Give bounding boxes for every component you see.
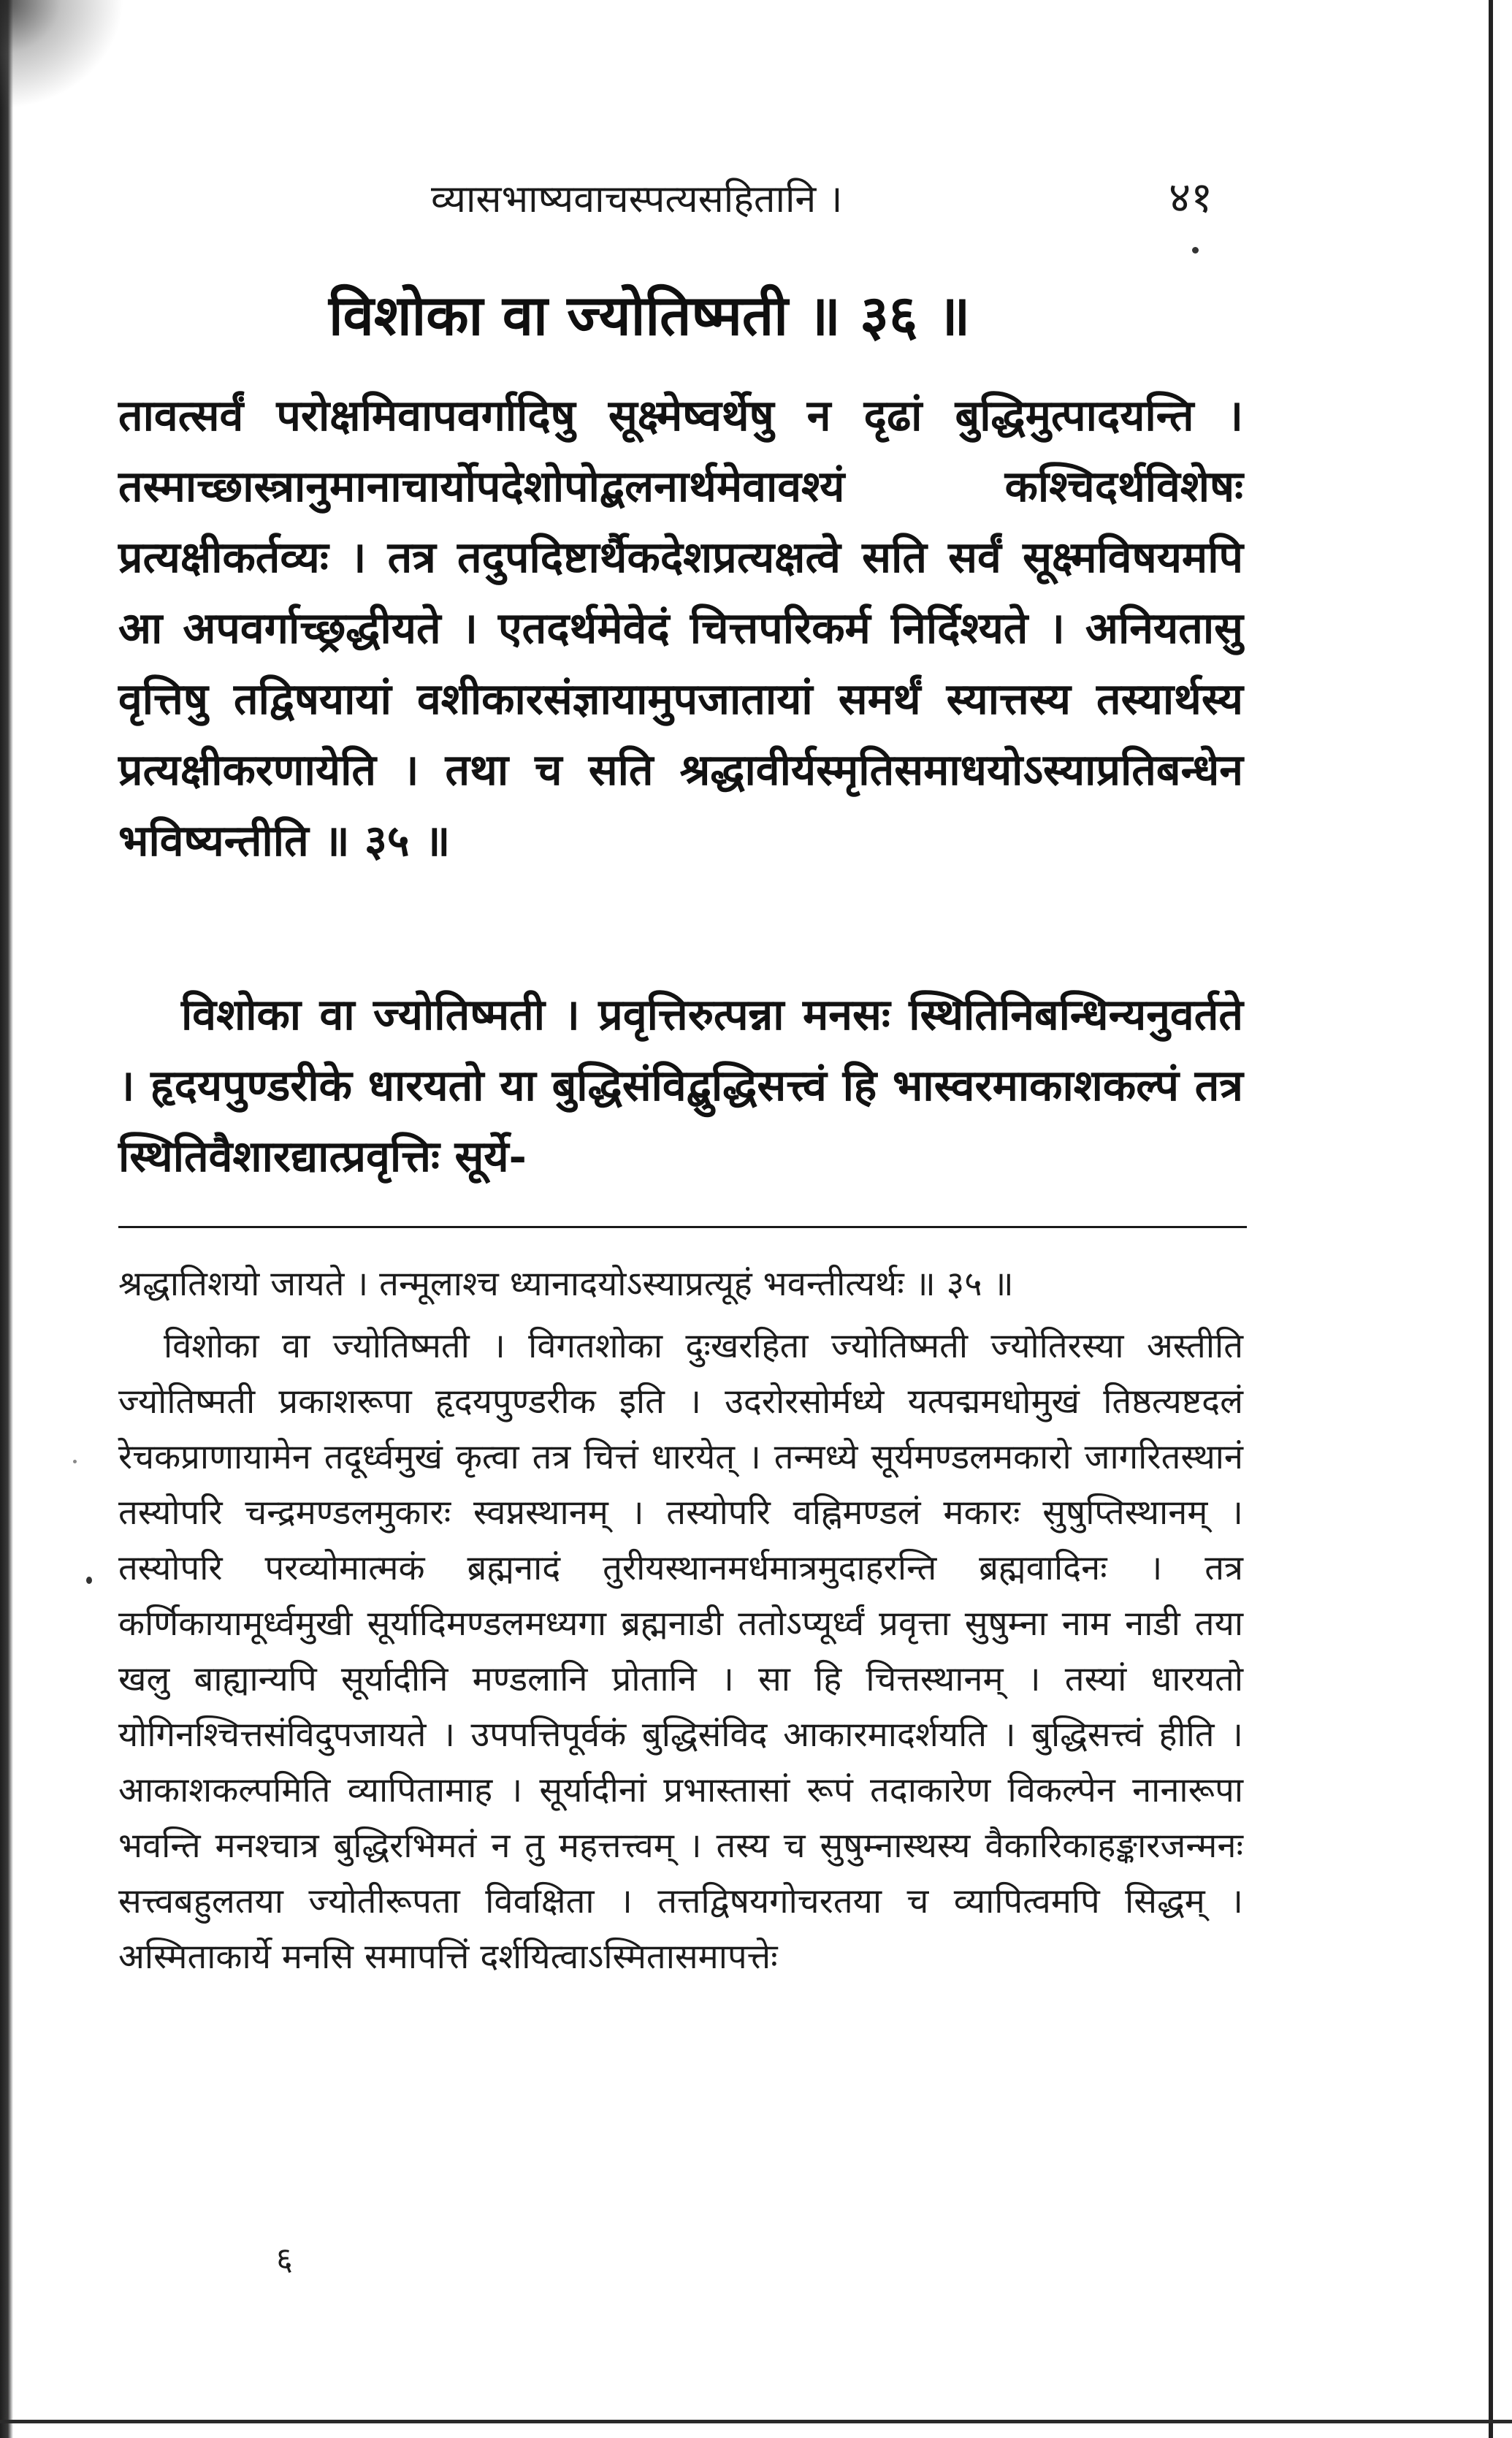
running-head: व्यासभाष्यवाचस्पत्यसहितानि । — [431, 178, 843, 221]
scan-right-border — [1489, 0, 1493, 2438]
commentary-paragraph-continued: श्रद्धातिशयो जायते । तन्मूलाश्च ध्यानादयोऽस्याप्रत्यूहं भवन्तीत्यर्थः ॥ ३५ ॥ — [118, 1264, 1014, 1304]
bhashya-paragraph-continued: तावत्सर्वं परोक्षमिवापवर्गादिषु सूक्ष्मेष्वर्थेषु न दृढां बुद्धिमुत्पादयन्ति । तस्माच्छास्त्रानुमानाचार्योपदेशोपोद्बलनार्थमेवावश्यं कश्चिदर्थविशेषः प्रत्यक्षीकर्तव्यः । तत्र तदुपदिष्टार्थैकदेशप्रत्यक्षत्वे सति सर्वं सूक्ष्मविषयमपि आ अपवर्गाच्छ्रद्धीयते । एतदर्थमेवेदं चित्तपरिकर्म निर्दिश्यते । अनियतासु वृत्तिषु तद्विषयायां वशीकारसंज्ञायामुपजातायां समर्थं स्यात्तस्य तस्यार्थस्य प्रत्यक्षीकरणायेति । तथा च सति श्रद्धावीर्यस्मृतिसमाधयोऽस्याप्रतिबन्धेन भविष्यन्तीति ॥ ३५ ॥ — [118, 390, 1243, 866]
scan-bottom-border — [0, 2420, 1512, 2423]
scan-speck — [73, 1460, 77, 1463]
commentary-paragraph-sutra-36: विशोका वा ज्योतिष्मती । विगतशोका दुःखरहिता ज्योतिष्मती ज्योतिरस्या अस्तीति ज्योतिष्मती प्रकाशरूपा हृदयपुण्डरीक इति । उदरोरसोर्मध्ये यत्पद्ममधोमुखं तिष्ठत्यष्टदलं रेचकप्राणायामेन तदूर्ध्वमुखं कृत्वा तत्र चित्तं धारयेत् । तन्मध्ये सूर्यमण्डलमकारो जागरितस्थानं तस्योपरि चन्द्रमण्डलमुकारः स्वप्नस्थानम् । तस्योपरि वह्निमण्डलं मकारः सुषुप्तिस्थानम् । तस्योपरि परव्योमात्मकं ब्रह्मनादं तुरीयस्थानमर्धमात्रमुदाहरन्ति ब्रह्मवादिनः । तत्र कर्णिकायामूर्ध्वमुखी सूर्यादिमण्डलमध्यगा ब्रह्मनाडी ततोऽप्यूर्ध्वं प्रवृत्ता सुषुम्ना नाम नाडी तया खलु बाह्यान्यपि सूर्यादीनि मण्डलानि प्रोतानि । सा हि चित्तस्थानम् । तस्यां धारयतो योगिनश्चित्तसंविदुपजायते । उपपत्तिपूर्वकं बुद्धिसंविद आकारमादर्शयति । बुद्धिसत्त्वं हीति । आकाशकल्पमिति व्यापितामाह । सूर्यादीनां प्रभास्तासां रूपं तदाकारेण विकल्पेन नानारूपा भवन्ति मनश्चात्र बुद्धिरभिमतं न तु महत्तत्त्वम् । तस्य च सुषुम्नास्थस्य वैकारिकाहङ्कारजन्मनः सत्त्वबहुलतया ज्योतीरूपता विवक्षिता । तत्तद्विषयगोचरतया च व्यापित्वमपि सिद्धम् । अस्मिताकार्ये मनसि समापत्तिं दर्शयित्वाऽस्मितासमापत्तेः — [118, 1326, 1243, 1977]
scan-corner-smudge — [0, 0, 124, 110]
scan-left-edge — [0, 0, 13, 2438]
scan-speck — [1192, 247, 1199, 254]
sutra-heading: विशोका वा ज्योतिष्मती ॥ ३६ ॥ — [329, 283, 971, 348]
commentary-divider — [118, 1226, 1247, 1228]
signature-mark: ६ — [276, 2241, 293, 2278]
page-number: ४१ — [1169, 172, 1213, 222]
scan-speck — [86, 1577, 92, 1584]
bhashya-paragraph-sutra-36: विशोका वा ज्योतिष्मती । प्रवृत्तिरुत्पन्ना मनसः स्थितिनिबन्धिन्यनुवर्तते । हृदयपुण्डरीके धारयतो या बुद्धिसंविद्बुद्धिसत्त्वं हि भास्वरमाकाशकल्पं तत्र स्थितिवैशारद्यात्प्रवृत्तिः सूर्ये- — [118, 989, 1243, 1181]
